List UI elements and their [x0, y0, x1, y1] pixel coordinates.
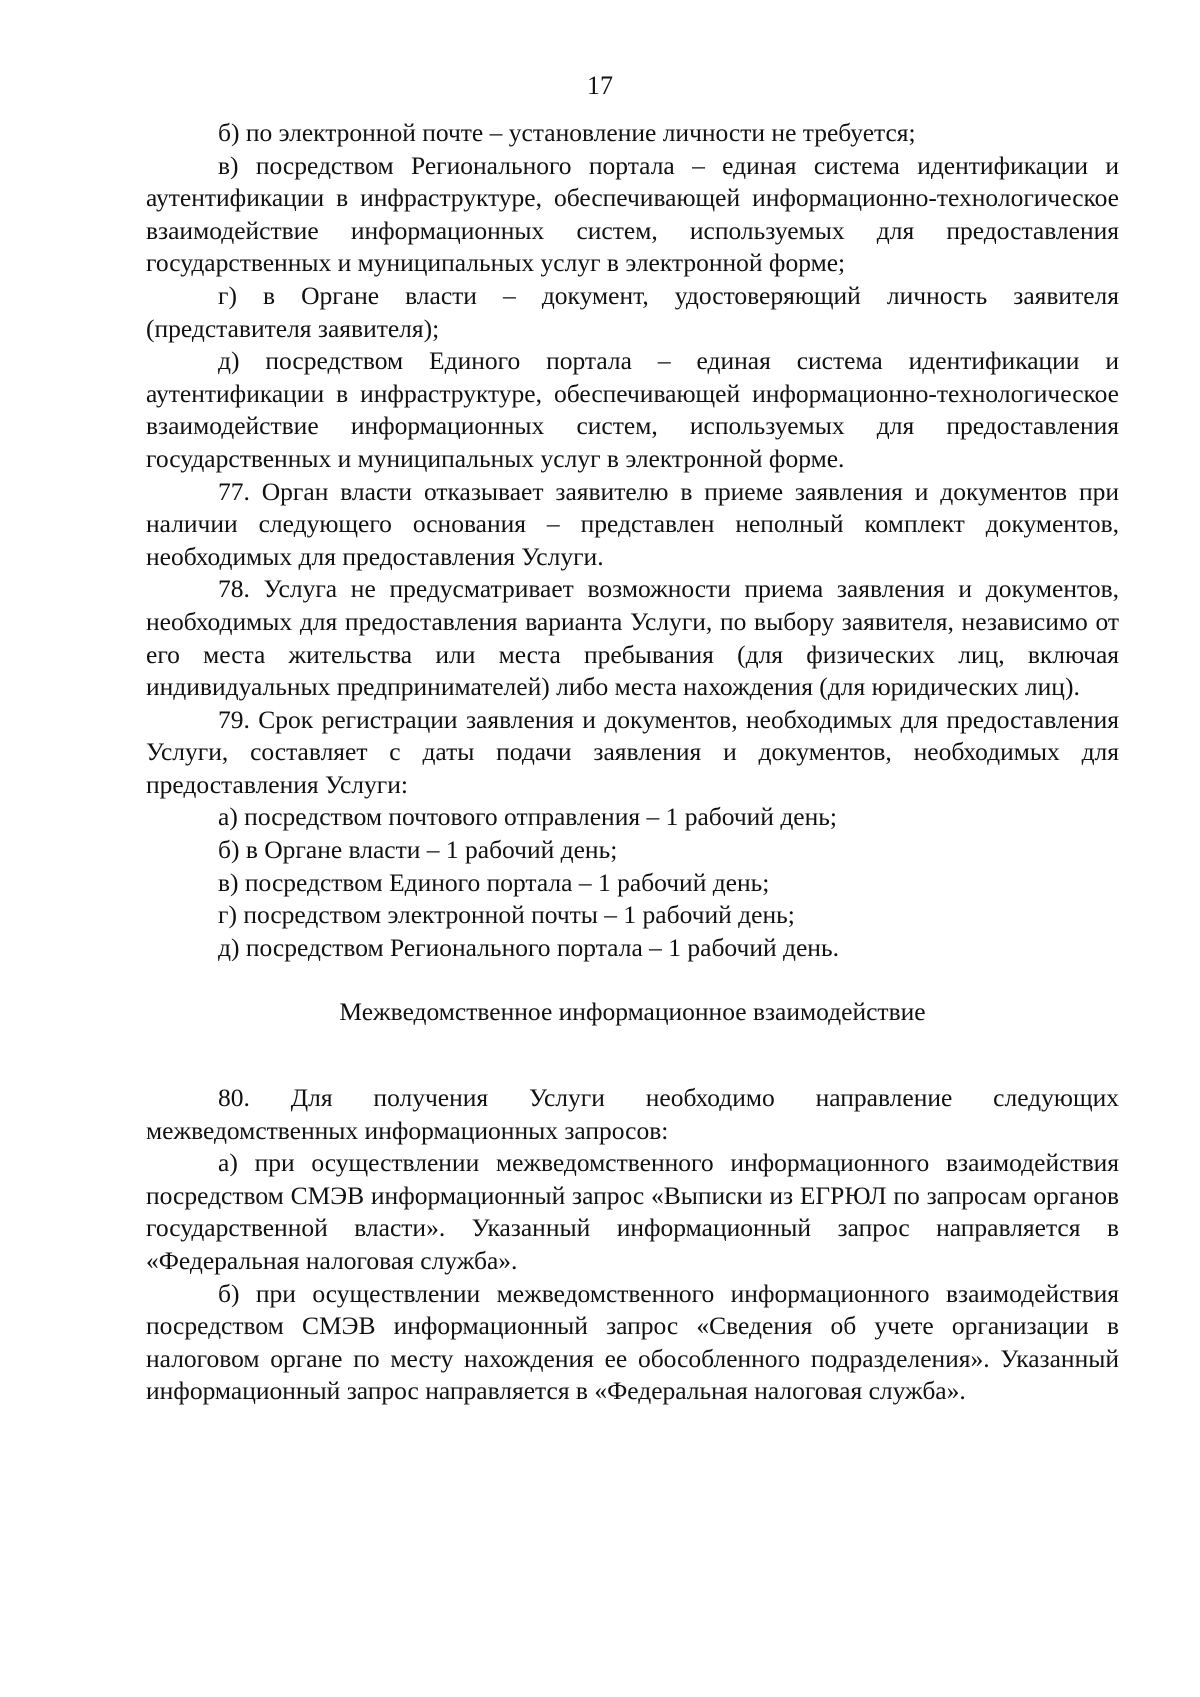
paragraph-79-g: г) посредством электронной почты – 1 рабочий день; — [218, 900, 795, 930]
paragraph-79-d: д) посредством Регионального портала – 1 рабочий день. — [218, 932, 839, 962]
paragraph-d-single-portal: д) посредством Единого портала – единая система идентификации и аутентификации в инфраструктуре, обеспечивающей информационно-технологическое взаимодействие информационных систем, используемых для предоставления государственных и муниципальных услуг в электронной форме. — [146, 346, 1119, 473]
paragraph-80-b: б) при осуществлении межведомственного информационного взаимодействия посредством СМЭВ информационный запрос «Сведения об учете организации в налоговом органе по месту нахождения ее обособленного подразделения». Указанный информационный запрос направляется в «Федеральная налоговая служба». — [146, 1278, 1119, 1406]
paragraph-b-email: б) по электронной почте – установление личности не требуется; — [218, 118, 916, 147]
paragraph-78: 78. Услуга не предусматривает возможности приема заявления и документов, необходимых для предоставления варианта Услуги, по выбору заявителя, независимо от его места жительства или места пребывания (для физических лиц, включая индивидуальных предпринимателей) либо места нахождения (для юридических лиц). — [146, 574, 1119, 702]
document-body — [146, 117, 1119, 1408]
paragraph-80-a: а) при осуществлении межведомственного информационного взаимодействия посредством СМЭВ информационный запрос «Выписки из ЕГРЮЛ по запросам органов государственной власти». Указанный информационный запрос направляется в «Федеральная налоговая служба». — [146, 1148, 1119, 1275]
paragraph-79-v: в) посредством Единого портала – 1 рабочий день; — [218, 867, 770, 897]
paragraph-79-a: а) посредством почтового отправления – 1 рабочий день; — [218, 802, 837, 832]
page-number: 17 — [587, 71, 613, 100]
paragraph-80: 80. Для получения Услуги необходимо направление следующих межведомственных информационных запросов: — [146, 1083, 1119, 1145]
paragraph-g-authority: г) в Органе власти – документ, удостоверяющий личность заявителя (представителя заявителя); — [146, 280, 1119, 343]
paragraph-77: 77. Орган власти отказывает заявителю в приеме заявления и документов при наличии следующего основания – представлен неполный комплект документов, необходимых для предоставления Услуги. — [146, 476, 1119, 571]
paragraph-v-regional-portal: в) посредством Регионального портала – единая система идентификации и аутентификации в инфраструктуре, обеспечивающей информационно-технологическое взаимодействие информационных систем, используемых для предоставления государственных и муниципальных услуг в электронной форме; — [146, 150, 1119, 278]
section-heading: Межведомственное информационное взаимодействие — [339, 997, 926, 1027]
paragraph-79: 79. Срок регистрации заявления и документов, необходимых для предоставления Услуги, составляет с даты подачи заявления и документов, необходимых для предоставления Услуги: — [146, 704, 1119, 799]
paragraph-79-b: б) в Органе власти – 1 рабочий день; — [218, 835, 618, 865]
